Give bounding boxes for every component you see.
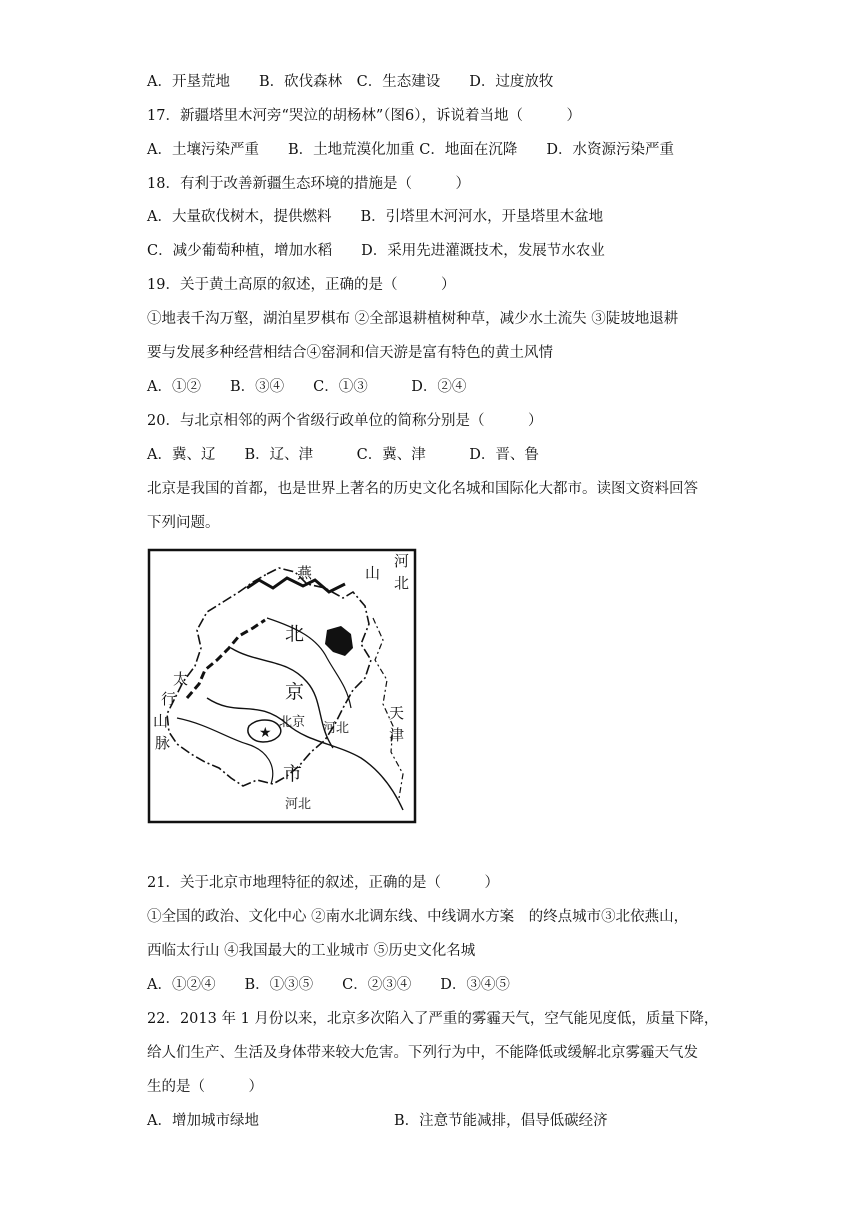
beijing-star-icon: ★ [259, 725, 272, 741]
map-label-hebei-ne-2: 北 [394, 574, 410, 592]
q19-stem: 19．关于黄土高原的叙述，正确的是（ ） [147, 277, 456, 293]
q19-options: A．①② B．③④ C．①③ D．②④ [147, 379, 467, 395]
map-label-shan: 山 [365, 564, 381, 582]
q22-option-a: A．增加城市绿地 [147, 1113, 259, 1129]
map-frame [149, 550, 415, 822]
q22-stem-1: 22．2013 年 1 月份以来，北京多次陷入了严重的雾霾天气，空气能见度低，质量下降， [147, 1011, 719, 1027]
q18-option-ab: A．大量砍伐树木，提供燃料 B．引塔里木河河水，开垦塔里木盆地 [147, 209, 604, 225]
beijing-boundary [167, 568, 371, 786]
map-label-hebei-mid: 河北 [323, 721, 350, 736]
map-label-yan: 燕 [297, 564, 313, 582]
map-label-jin: 津 [389, 726, 405, 744]
map-label-hebei-south: 河北 [285, 797, 312, 812]
reservoir-shape [325, 626, 353, 656]
q21-options: A．①②④ B．①③⑤ C．②③④ D．③④⑤ [147, 977, 510, 993]
q21-statements-2: 西临太行山 ④我国最大的工业城市 ⑤历史文化名城 [147, 943, 476, 959]
q17-options: A．土壤污染严重 B．土地荒漠化加重 C．地面在沉降 D．水资源污染严重 [147, 142, 674, 158]
q19-statements-1: ①地表千沟万壑，湖泊星罗棋布 ②全部退耕植树种草，减少水土流失 ③陡坡地退耕 [147, 311, 679, 327]
q22-option-b: B．注意节能减排，倡导低碳经济 [394, 1113, 608, 1129]
beijing-map [147, 548, 417, 824]
q21-statements-1: ①全国的政治、文化中心 ②南水北调东线、中线调水方案 的终点城市③北依燕山， [147, 909, 689, 925]
q20-stem: 20．与北京相邻的两个省级行政单位的简称分别是（ ） [147, 413, 543, 429]
q17-stem: 17．新疆塔里木河旁“哭泣的胡杨林”（图6），诉说着当地（ ） [147, 108, 581, 124]
q19-statements-2: 要与发展多种经营相结合④窑洞和信天游是富有特色的黄土风情 [147, 345, 553, 361]
q21-stem: 21．关于北京市地理特征的叙述，正确的是（ ） [147, 875, 499, 891]
map-label-jing: 京 [285, 681, 305, 703]
map-label-hang: 行 [161, 690, 177, 708]
map-label-tian: 天 [389, 704, 405, 722]
passage-line-2: 下列问题。 [147, 515, 220, 531]
map-label-hebei-ne-1: 河 [394, 552, 410, 570]
q16-options: A．开垦荒地 B．砍伐森林 C．生态建设 D．过度放牧 [147, 74, 554, 90]
q22-stem-2: 给人们生产、生活及身体带来较大危害。下列行为中，不能降低或缓解北京雾霾天气发 [147, 1045, 698, 1061]
q20-options: A．冀、辽 B．辽、津 C．冀、津 D．晋、鲁 [147, 447, 539, 463]
map-label-bei: 北 [285, 623, 305, 645]
q18-option-cd: C．减少葡萄种植，增加水稻 D．采用先进灌溉技术，发展节水农业 [147, 243, 605, 259]
river-2 [231, 648, 333, 748]
map-label-beijing-city: 北京 [279, 715, 306, 730]
map-label-tai: 太 [173, 670, 189, 688]
mountain-ridge-north [247, 578, 345, 592]
q22-stem-3: 生的是（ ） [147, 1079, 263, 1095]
mountain-ridge-west [187, 620, 265, 698]
passage-line-1: 北京是我国的首都，也是世界上著名的历史文化名城和国际化大都市。读图文资料回答 [147, 481, 698, 497]
map-label-shan2: 山 [153, 712, 169, 730]
map-label-shi: 市 [283, 763, 303, 785]
q18-stem: 18．有利于改善新疆生态环境的措施是（ ） [147, 176, 470, 192]
map-label-mai: 脉 [155, 734, 171, 752]
